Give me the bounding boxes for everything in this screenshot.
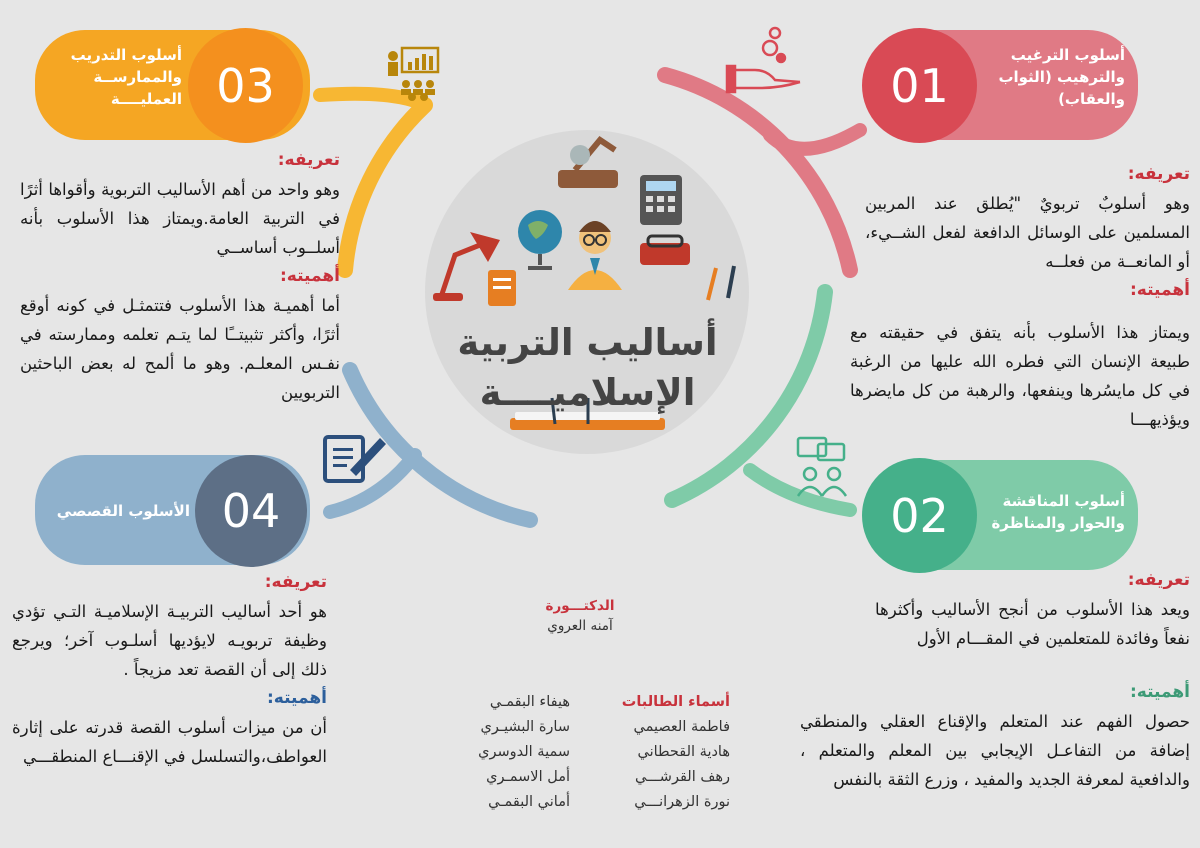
notepad-pen-icon bbox=[325, 437, 386, 481]
section-01-importance-label: أهميته: bbox=[1130, 280, 1190, 300]
arc-orange bbox=[345, 105, 425, 270]
section-02-number: 02 bbox=[862, 458, 977, 573]
student-name: هيفاء البقمـي bbox=[489, 694, 570, 710]
student-name: رهف القرشـــي bbox=[634, 769, 730, 785]
section-01-definition-label: تعريفه: bbox=[1127, 164, 1190, 184]
section-01-importance: ويمتاز هذا الأسلوب بأنه يتفق في حقيقته مع طبيعة الإنسان التي فطره الله عليها من الرغبة في كل مايسُرها وينفعها، والرهبة من كل مايضرها ويؤذيهـــا bbox=[850, 323, 1190, 429]
doctor-name: آمنه العروي bbox=[547, 618, 613, 634]
section-02-importance: حصول الفهم عند المتعلم والإقناع العقلي والمنطقي إضافة من التفاعـل الإيجابي بين المعلم والمتعلم ، والدافعية لمعرفة الجديد والمفيد ، وزرع الثقة بالنفس bbox=[800, 712, 1190, 789]
section-01-importance-text bbox=[850, 318, 1190, 434]
section-04-importance-label: أهميته: bbox=[267, 688, 327, 708]
students-column-2 bbox=[440, 690, 570, 815]
section-01-text bbox=[865, 160, 1190, 305]
student-name: فاطمة العصيمي bbox=[633, 719, 730, 735]
main-title bbox=[450, 318, 725, 418]
section-04-importance: أن من ميزات أسلوب القصة قدرته على إثارة العواطف،والتسلسل في الإقنـــاع المنطقـــي bbox=[12, 718, 327, 766]
section-04-number: 04 bbox=[195, 455, 307, 567]
section-03-title: أسلوب التدريب والممارســة العمليــــة bbox=[70, 46, 182, 108]
section-04-definition: هو أحد أساليب التربيـة الإسلاميـة التـي تؤدي وظيفة تربويـه لايؤديها أسلـوب آخر؛ ويرجع ذلك إلى أن القصة تعد مزيجاً . bbox=[12, 602, 327, 679]
section-04-title: الأسلوب القصصي bbox=[56, 502, 190, 520]
section-03-number: 03 bbox=[188, 28, 303, 143]
section-01-title: أسلوب الترغيب والترهيب (الثواب والعقاب) bbox=[998, 46, 1125, 108]
section-01-number: 01 bbox=[862, 28, 977, 143]
section-03-definition: وهو واحد من أهم الأساليب التربوية وأقواها أثرًا في التربية العامة.ويمتاز هذا الأسلوب بأنه أسلــوب أساســي bbox=[20, 180, 340, 257]
section-03-text bbox=[20, 146, 340, 407]
section-02-text bbox=[875, 566, 1190, 653]
students-column-1 bbox=[590, 690, 730, 815]
student-name: سارة البشيـري bbox=[480, 719, 570, 735]
section-03-importance: أما أهميـة هذا الأسلوب فتتمثـل في كونه أوقع أثرًا، وأكثر تثبيتــًا لما يتـم تعلمه وممارسته في نفـس المعلـم. وهو ما ألمح له بعض الباحثين التربويين bbox=[20, 296, 340, 402]
section-02-importance-label: أهميته: bbox=[1130, 682, 1190, 702]
section-02-importance-text bbox=[800, 678, 1190, 794]
student-name: سمية الدوسري bbox=[478, 744, 570, 760]
discussion-icon bbox=[798, 438, 846, 496]
hand-coins-icon bbox=[727, 28, 800, 92]
doctor-label: الدكتـــورة bbox=[545, 598, 615, 614]
doctor-credit bbox=[520, 598, 640, 634]
section-04-definition-label: تعريفه: bbox=[264, 572, 327, 592]
section-04-text bbox=[12, 568, 327, 771]
student-name: أمل الاسمـري bbox=[486, 769, 570, 785]
section-02-definition-label: تعريفه: bbox=[1127, 570, 1190, 590]
student-name: نورة الزهرانـــي bbox=[634, 794, 730, 810]
student-name: هادية القحطاني bbox=[637, 744, 730, 760]
section-02-definition: ويعد هذا الأسلوب من أنجح الأساليب وأكثرها نفعاً وفائدة للمتعلمين في المقـــام الأول bbox=[875, 600, 1190, 648]
section-03-importance-label: أهميته: bbox=[280, 266, 340, 286]
main-title-line2: الإسلاميــــة bbox=[479, 371, 696, 414]
student-name: أماني البقمـي bbox=[488, 794, 570, 810]
section-02-title: أسلوب المناقشة والحوار والمناظرة bbox=[991, 492, 1125, 532]
section-01-definition: وهو أسلوبٌ تربويٌ "يُطلق عند المربين المسلمين على الوسائل الدافعة لفعل الشــيء، أو المانعــة من فعلــه bbox=[865, 194, 1190, 271]
section-03-definition-label: تعريفه: bbox=[277, 150, 340, 170]
students-label: أسماء الطالبات bbox=[621, 694, 730, 710]
main-title-line1: أساليب التربية bbox=[457, 321, 718, 364]
